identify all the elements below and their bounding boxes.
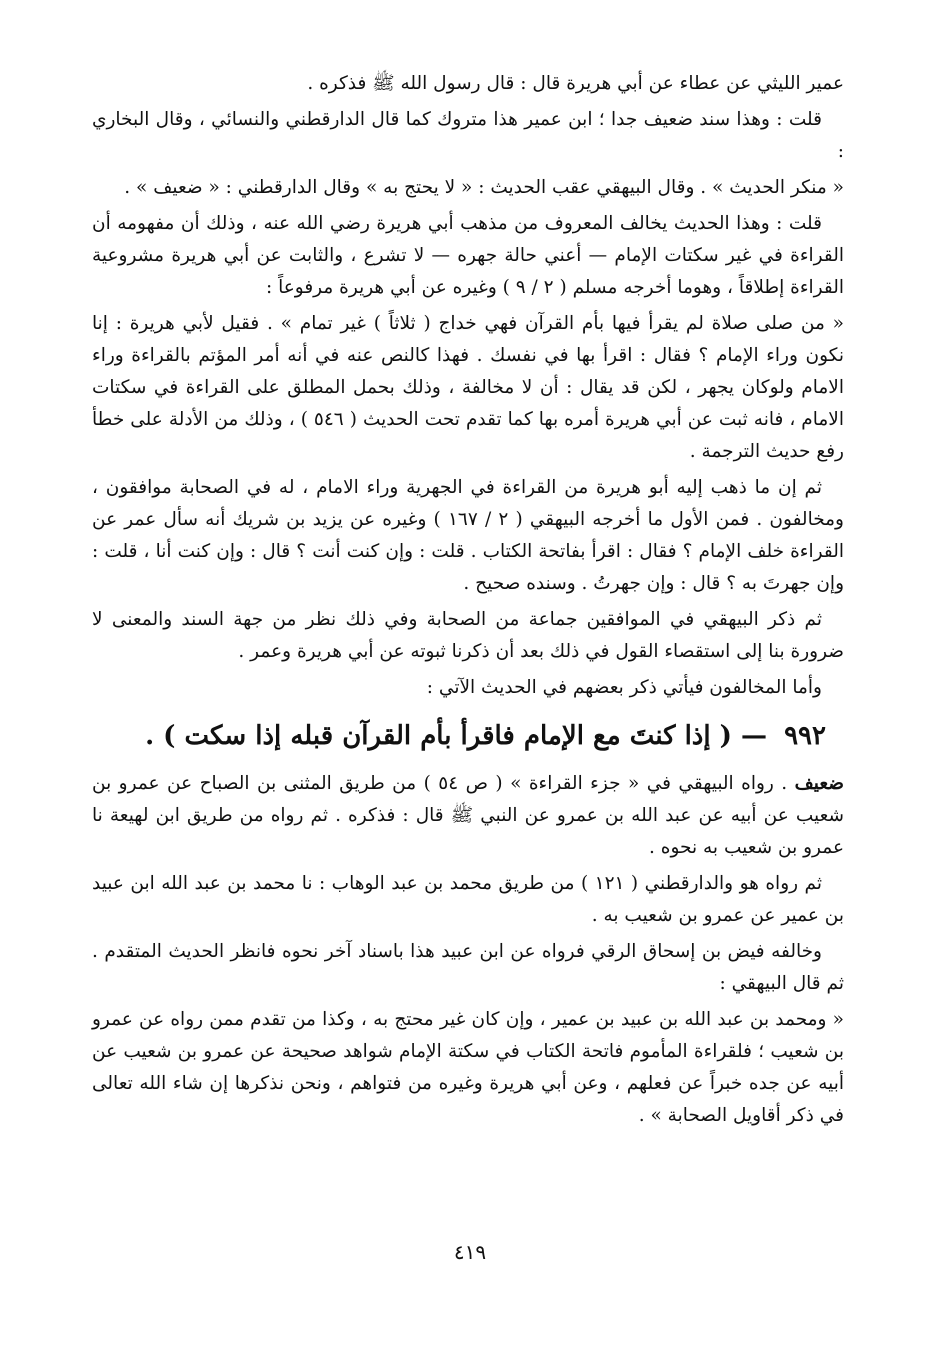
paragraph-fayd-opposition: وخالفه فيض بن إسحاق الرقي فرواه عن ابن عبيد هذا باسناد آخر نحوه فانظر الحديث المتقدم . ثم قال البيهقي : [92,941,844,994]
page-number: ٤١٩ [453,1240,487,1264]
paragraph-narration-end: عمير الليثي عن عطاء عن أبي هريرة قال : قال رسول الله ﷺ فذكره . [307,73,844,94]
paragraph-opponents: وأما المخالفون فيأتي ذكر بعضهم في الحديث الآتي : [426,677,822,698]
paragraph-muslim-hadith: « من صلى صلاة لم يقرأ فيها بأم القرآن فهي خداج ( ثلاثاً ) غير تمام » . فقيل لأبي هريرة : إنا نكون وراء الإمام ؟ فقال : اقرأ بها في نفسك . فهذا كالنص عنه في أنه أمر المؤتم بالقراءة وراء الامام ولوكان يجهر ، لكن قد يقال : أن لا مخالفة ، وذلك بحمل المطلق على القراءة في سكتات الامام ، فانه ثبت عن أبي هريرة أمره بها كما تقدم تحت الحديث ( ٥٤٦ ) ، وذلك من الأدلة على خطأ رفع حديث الترجمة . [92,313,845,462]
paragraph-daraqutni-narration: ثم رواه هو والدارقطني ( ١٢١ ) من طريق محمد بن عبد الوهاب : نا محمد بن عبد الله ابن عبيد بن عمير عن عمرو بن شعيب به . [92,873,844,926]
paragraph-abu-hurayrah-madhhab: قلت : وهذا الحديث يخالف المعروف من مذهب أبي هريرة رضي الله عنه ، وذلك أن مفهومه أن القراءة في غير سكتات الإمام — أعني حالة جهره — لا تشرع ، والثابت عن أبي هريرة مشروعية القراءة إطلاقاً ، وهوما أخرجه مسلم ( ٢ / ٩ ) وغيره عن أبي هريرة مرفوعاً : [92,213,844,298]
paragraph-bayhaqi-quote: « ومحمد بن عبد الله بن عبيد بن عمير ، وإن كان غير محتج به ، وكذا من تقدم ممن رواه عن عمرو بن شعيب ؛ فلقراءة المأموم فاتحة الكتاب في سكتة الإمام شواهد صحيحة عن عمرو بن شعيب عن أبيه عن جده خبراً عن فعلهم ، وعن أبي هريرة وغيره من فتواهم ، ونحن نذكرها إن شاء الله تعالى في ذكر أقاويل الصحابة » . [92,1009,844,1126]
paragraph-isnad-critique: قلت : وهذا سند ضعيف جدا ؛ ابن عمير هذا متروك كما قال الدارقطني والنسائي ، وقال البخاري : [92,109,844,162]
paragraph-grading [92,768,844,864]
hadith-number: ٩٩٢ [784,721,826,751]
paragraph-companions-agreeing: ثم إن ما ذهب إليه أبو هريرة من القراءة في الجهرية وراء الامام ، له في الصحابة موافقون ، ومخالفون . فمن الأول ما أخرجه البيهقي ( ٢ / ١٦٧ ) وغيره عن يزيد بن شريك أنه سأل عمر عن القراءة خلف الإمام ؟ فقال : اقرأ بفاتحة الكتاب . قلت : وإن كنت أنت ؟ قال : وإن كنت أنا ، قلت : وإن جهرتَ به ؟ قال : وإن جهرتُ . وسنده صحيح . [92,477,844,594]
paragraph-bayhaqi-agreeing: ثم ذكر البيهقي في الموافقين جماعة من الصحابة وفي ذلك نظر من جهة السند والمعنى لا ضرورة بنا إلى استقصاء القول في ذلك بعد أن ذكرنا ثبوته عن أبي هريرة وعمر . [92,609,844,662]
hadith-dash: — [741,721,768,751]
hadith-heading [92,714,844,758]
paragraph-bukhari-quote: « منكر الحديث » . وقال البيهقي عقب الحديث : « لا يحتج به » وقال الدارقطني : « ضعيف » . [124,177,844,198]
hadith-grade: ضعيف [794,773,844,794]
paragraph-grading-text: . رواه البيهقي في « جزء القراءة » ( ص ٥٤ ) من طريق المثنى بن الصباح عن عمرو بن شعيب عن أبيه عن عبد الله بن عمرو عن النبي ﷺ قال : فذكره . ثم رواه من طريق ابن لهيعة نا عمرو بن شعيب به نحوه . [92,773,844,858]
hadith-text: ( إذا كنتَ مع الإمام فاقرأ بأم القرآن قبله إذا سكت ) . [145,721,732,751]
book-page [92,68,844,1136]
